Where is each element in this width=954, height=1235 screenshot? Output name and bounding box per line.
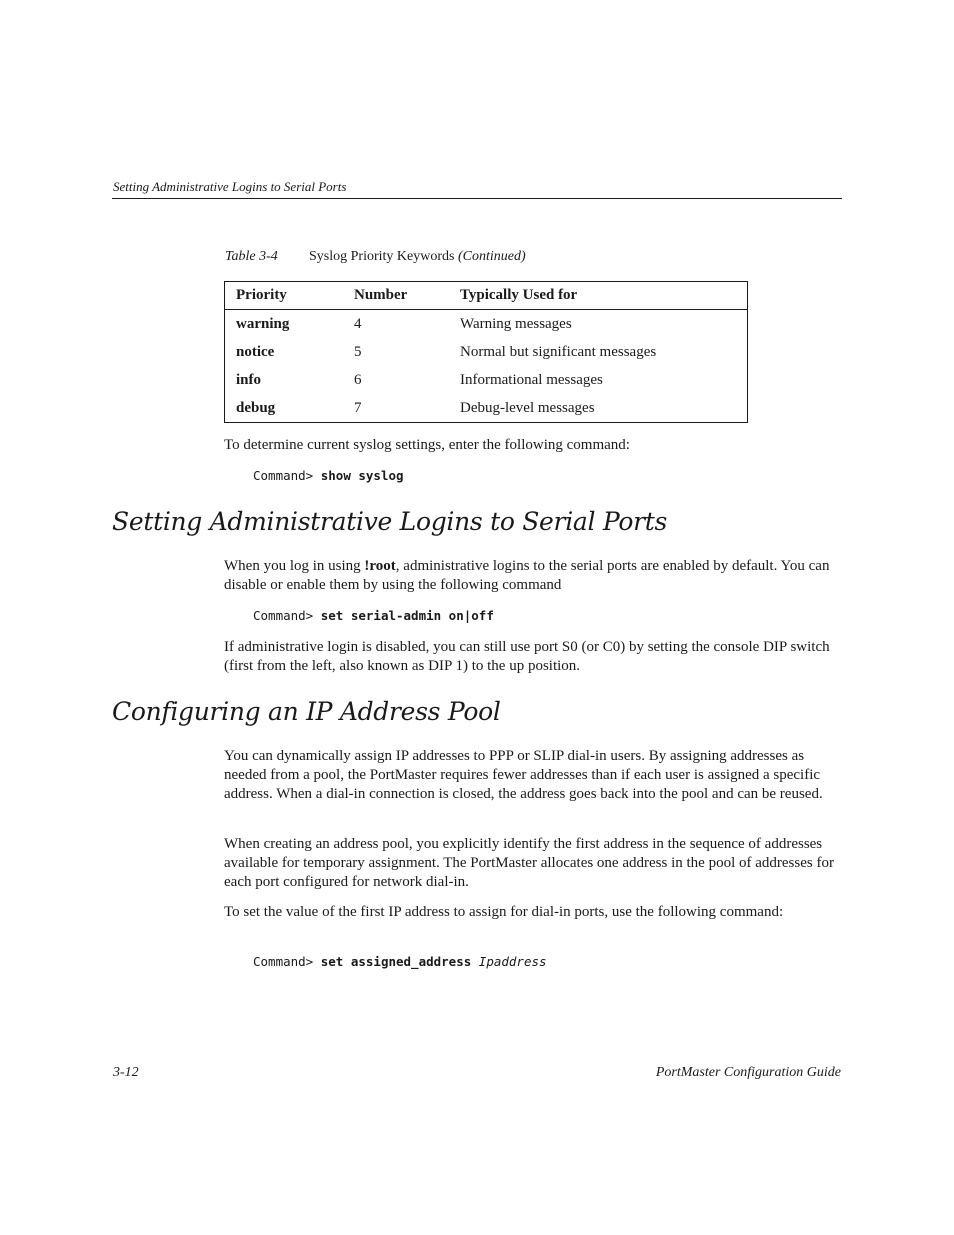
column-header-priority: Priority [225,282,344,310]
usage-cell: Normal but significant messages [460,343,657,360]
table-row [225,310,748,339]
table-row [225,394,748,423]
table-caption [225,249,526,265]
section-title-admin-logins: Setting Administrative Logins to Serial Ports [112,507,668,536]
usage-cell: Warning messages [460,315,572,332]
column-header-typically-used-for: Typically Used for [449,282,748,310]
section-title-ip-pool: Configuring an IP Address Pool [112,697,501,726]
running-header: Setting Administrative Logins to Serial Ports [113,179,347,194]
priority-cell: notice [236,343,275,360]
priority-cell: info [236,371,262,388]
guide-title: PortMaster Configuration Guide [655,1065,841,1080]
priority-cell: debug [236,399,276,416]
priority-cell: warning [236,315,290,332]
usage-cell: Debug-level messages [460,399,595,416]
ip-pool-paragraph-3: To set the value of the first IP address to assign for dial-in ports, use the following command: [224,904,784,920]
dip-switch-paragraph: If administrative login is disabled, you can still use port S0 (or C0) by setting the console DIP switch (first from the left, also known as DIP 1) to the up position. [224,639,830,674]
number-cell: 4 [354,315,362,332]
table-row [225,338,748,366]
command-prompt: Command> [253,954,314,969]
page-number: 3-12 [113,1065,139,1080]
command-prompt: Command> [253,608,314,623]
number-cell: 5 [354,343,362,360]
command-prompt: Command> [253,468,314,483]
command-text: set serial-admin on|off [320,608,494,623]
serial-admin-command [253,608,494,623]
table-row [225,366,748,394]
number-cell: 6 [354,371,362,388]
table-caption-suffix: (Continued) [457,249,526,264]
show-syslog-command [253,468,404,483]
command-text: show syslog [320,468,404,483]
syslog-intro-text: To determine current syslog settings, enter the following command: [224,437,630,453]
table-caption-title: Syslog Priority Keywords [309,249,455,264]
paragraph-text: , administrative logins to the serial ports are enabled by default. You can disable or enable them by using the following command [224,558,830,593]
number-cell: 7 [354,399,362,416]
ip-pool-paragraph-1: You can dynamically assign IP addresses to PPP or SLIP dial-in users. By assigning addresses as needed from a pool, the PortMaster requires fewer addresses than if each user is assigned a specific address. When a dial-in connection is closed, the address goes back into the pool and can be reused. [224,748,823,802]
root-keyword: !root [364,558,396,574]
header-rule [112,198,842,199]
table-caption-label: Table 3-4 [225,249,278,264]
paragraph-text: When you log in using [224,558,365,574]
assigned-address-command [253,954,547,969]
ip-pool-paragraph-2: When creating an address pool, you explicitly identify the first address in the sequence of addresses available for temporary assignment. The PortMaster allocates one address in the pool of addresses for each port configured for network dial-in. [224,836,834,890]
table-header-row [225,282,748,310]
syslog-priority-table [224,281,748,423]
admin-logins-paragraph [224,557,840,595]
usage-cell: Informational messages [460,371,603,388]
command-text: set assigned_address [320,954,472,969]
column-header-number: Number [343,282,449,310]
command-argument: Ipaddress [478,954,547,969]
